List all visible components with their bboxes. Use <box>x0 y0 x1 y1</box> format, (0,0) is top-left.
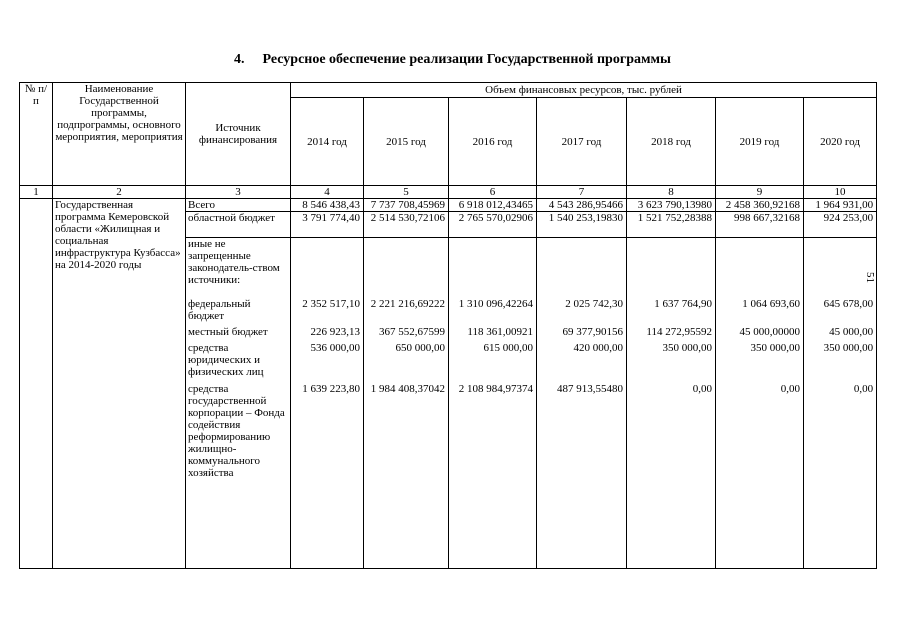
index-cell: 2 <box>53 186 186 199</box>
value-cell: 45 000,00 <box>804 326 877 342</box>
page-number: 51 <box>864 272 876 283</box>
value-cell: 6 918 012,43465 <box>449 199 537 212</box>
section-number: 4. <box>234 52 245 67</box>
index-cell: 9 <box>716 186 804 199</box>
value-cell: 1 521 752,28388 <box>627 212 716 238</box>
source-cell: областной бюджет <box>186 212 291 238</box>
header-year: 2016 год <box>449 98 537 186</box>
value-cell: 2 352 517,10 <box>291 298 364 326</box>
value-cell: 8 546 438,43 <box>291 199 364 212</box>
value-cell: 1 964 931,00 <box>804 199 877 212</box>
value-cell: 1 984 408,37042 <box>364 383 449 569</box>
value-cell: 487 913,55480 <box>537 383 627 569</box>
value-cell: 118 361,00921 <box>449 326 537 342</box>
value-cell: 420 000,00 <box>537 342 627 383</box>
source-cell: средства государственной корпорации – Фонда содействия реформированию жилищно-коммунального хозяйства <box>186 383 291 569</box>
value-cell <box>364 238 449 298</box>
table-row <box>20 199 877 212</box>
value-cell: 350 000,00 <box>627 342 716 383</box>
value-cell: 114 272,95592 <box>627 326 716 342</box>
value-cell <box>537 238 627 298</box>
value-cell: 1 310 096,42264 <box>449 298 537 326</box>
section-title <box>0 52 905 68</box>
source-cell: средства юридических и физических лиц <box>186 342 291 383</box>
value-cell: 650 000,00 <box>364 342 449 383</box>
header-year: 2018 год <box>627 98 716 186</box>
value-cell: 0,00 <box>716 383 804 569</box>
source-cell: Всего <box>186 199 291 212</box>
index-cell: 6 <box>449 186 537 199</box>
value-cell: 2 458 360,92168 <box>716 199 804 212</box>
index-cell: 5 <box>364 186 449 199</box>
header-year: 2020 год <box>804 98 877 186</box>
value-cell: 226 923,13 <box>291 326 364 342</box>
value-cell: 536 000,00 <box>291 342 364 383</box>
value-cell: 998 667,32168 <box>716 212 804 238</box>
value-cell: 69 377,90156 <box>537 326 627 342</box>
value-cell: 1 064 693,60 <box>716 298 804 326</box>
index-cell: 10 <box>804 186 877 199</box>
value-cell <box>804 238 877 298</box>
value-cell: 2 108 984,97374 <box>449 383 537 569</box>
value-cell: 367 552,67599 <box>364 326 449 342</box>
value-cell: 615 000,00 <box>449 342 537 383</box>
header-num: № п/п <box>20 83 53 186</box>
resource-table <box>19 82 877 569</box>
value-cell: 2 025 742,30 <box>537 298 627 326</box>
source-cell: федеральный бюджет <box>186 298 291 326</box>
header-year: 2015 год <box>364 98 449 186</box>
value-cell: 4 543 286,95466 <box>537 199 627 212</box>
value-cell: 1 639 223,80 <box>291 383 364 569</box>
index-cell: 4 <box>291 186 364 199</box>
value-cell: 1 637 764,90 <box>627 298 716 326</box>
value-cell: 2 765 570,02906 <box>449 212 537 238</box>
index-cell: 3 <box>186 186 291 199</box>
value-cell <box>627 238 716 298</box>
value-cell: 0,00 <box>627 383 716 569</box>
value-cell: 0,00 <box>804 383 877 569</box>
value-cell <box>291 238 364 298</box>
value-cell: 924 253,00 <box>804 212 877 238</box>
header-year: 2019 год <box>716 98 804 186</box>
value-cell <box>716 238 804 298</box>
value-cell: 645 678,00 <box>804 298 877 326</box>
header-name: Наименование Государственной программы, подпрограммы, основного мероприятия, мероприятия <box>53 83 186 186</box>
header-volume: Объем финансовых ресурсов, тыс. рублей <box>291 83 877 98</box>
index-cell: 8 <box>627 186 716 199</box>
value-cell: 2 221 216,69222 <box>364 298 449 326</box>
value-cell: 350 000,00 <box>804 342 877 383</box>
header-year: 2017 год <box>537 98 627 186</box>
value-cell: 1 540 253,19830 <box>537 212 627 238</box>
source-cell: иные не запрещенные законодатель-ством источники: <box>186 238 291 298</box>
value-cell: 45 000,00000 <box>716 326 804 342</box>
value-cell: 7 737 708,45969 <box>364 199 449 212</box>
value-cell: 2 514 530,72106 <box>364 212 449 238</box>
index-cell: 7 <box>537 186 627 199</box>
value-cell <box>449 238 537 298</box>
value-cell: 350 000,00 <box>716 342 804 383</box>
source-cell: местный бюджет <box>186 326 291 342</box>
header-year: 2014 год <box>291 98 364 186</box>
program-name: Государственная программа Кемеровской области «Жилищная и социальная инфраструктура Кузбасса» на 2014-2020 годы <box>53 199 186 569</box>
index-cell: 1 <box>20 186 53 199</box>
row-number-cell <box>20 199 53 569</box>
header-source: Источник финансирования <box>186 83 291 186</box>
value-cell: 3 791 774,40 <box>291 212 364 238</box>
value-cell: 3 623 790,13980 <box>627 199 716 212</box>
section-title-text: Ресурсное обеспечение реализации Государственной программы <box>262 52 671 67</box>
